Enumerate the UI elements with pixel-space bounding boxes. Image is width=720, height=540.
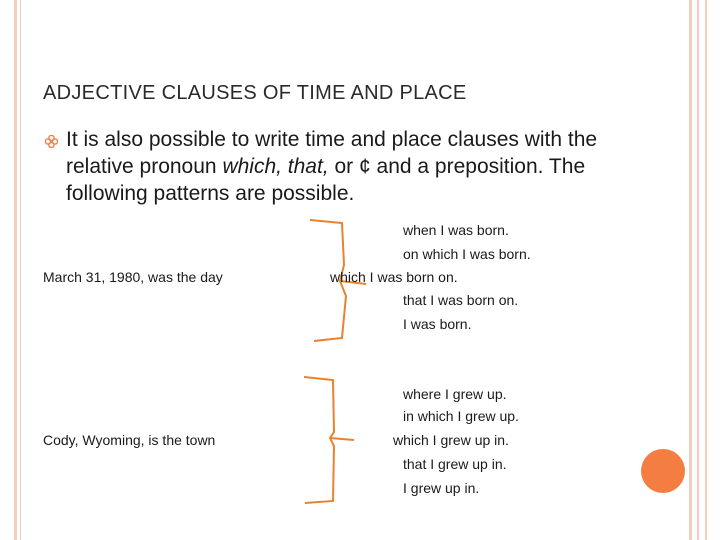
example-1-option: I was born. bbox=[403, 316, 472, 332]
right-border-stripe bbox=[689, 0, 692, 540]
bullet-text-after: or ¢ and a preposition. The following patterns are possible. bbox=[66, 155, 586, 205]
example-1-option: that I was born on. bbox=[403, 292, 519, 308]
bullet-text-italic: which, that, bbox=[222, 155, 329, 178]
bullet-paragraph bbox=[66, 126, 626, 207]
bullet-text-before: It is also possible to write time and place clauses with the relative pronoun bbox=[66, 128, 598, 178]
example-2-option: where I grew up. bbox=[403, 386, 507, 402]
bracket-2 bbox=[304, 377, 334, 503]
example-1-sentence: March 31, 1980, was the day bbox=[43, 269, 223, 285]
example-2-option: that I grew up in. bbox=[403, 456, 507, 472]
right-border-stripe bbox=[697, 0, 699, 540]
left-border-stripe bbox=[14, 0, 17, 540]
slide-title: ADJECTIVE CLAUSES OF TIME AND PLACE bbox=[43, 82, 467, 104]
example-1-option: which I was born on. bbox=[330, 269, 458, 285]
orange-circle-decoration bbox=[641, 449, 685, 493]
orange-flower-bullet-icon bbox=[45, 135, 58, 148]
example-2-option: in which I grew up. bbox=[403, 408, 519, 424]
example-1-option: on which I was born. bbox=[403, 246, 531, 262]
bracket-2-arrow bbox=[330, 438, 354, 440]
example-1-option: when I was born. bbox=[403, 222, 509, 238]
example-2-sentence: Cody, Wyoming, is the town bbox=[43, 432, 216, 448]
right-border-stripe bbox=[705, 0, 707, 540]
example-2-option: I grew up in. bbox=[403, 480, 480, 496]
left-border-stripe bbox=[20, 0, 21, 540]
example-2-option: which I grew up in. bbox=[393, 432, 509, 448]
